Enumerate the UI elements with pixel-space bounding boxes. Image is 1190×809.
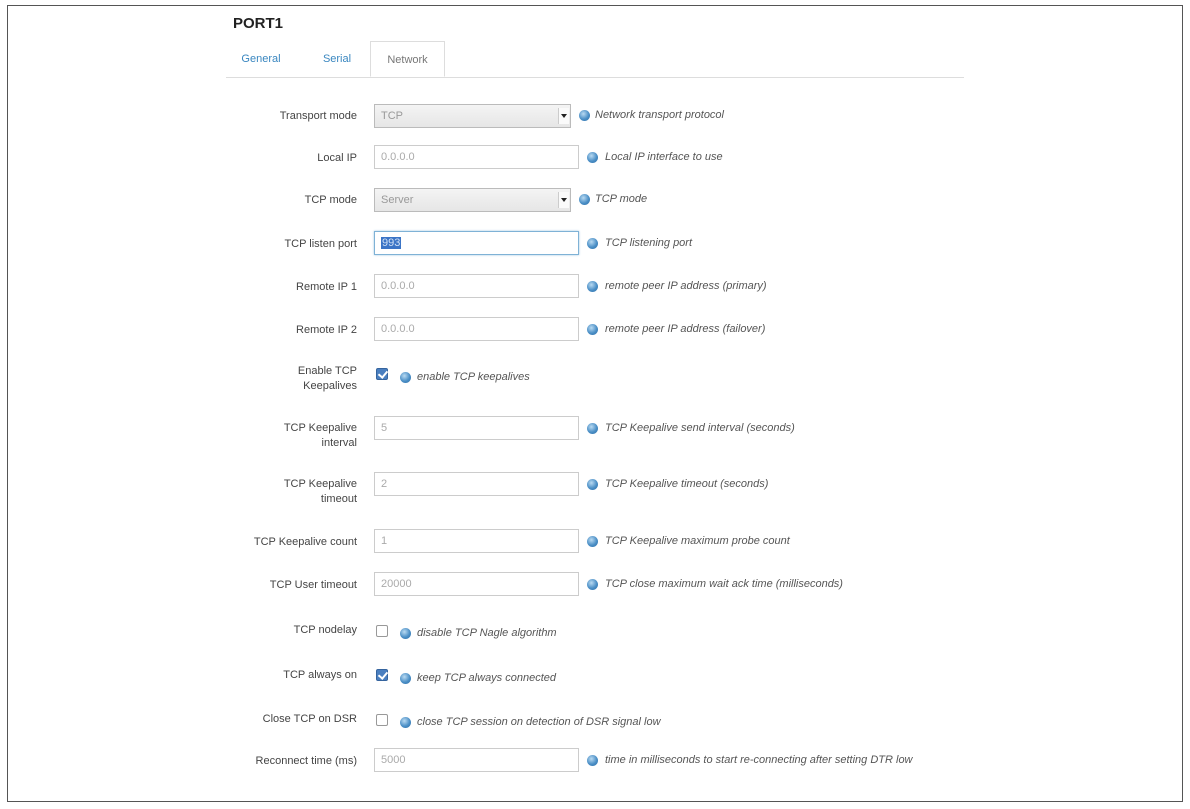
keepalive-count-label: TCP Keepalive count <box>253 536 357 548</box>
keepalive-interval-help: TCP Keepalive send interval (seconds) <box>605 422 795 434</box>
help-icon <box>400 717 411 728</box>
always-on-checkbox[interactable] <box>376 669 388 681</box>
keepalive-interval-label-line2: interval <box>321 437 357 449</box>
help-icon <box>400 673 411 684</box>
transport-mode-help: Network transport protocol <box>595 109 724 121</box>
enable-keepalives-label <box>217 364 357 394</box>
nodelay-checkbox[interactable] <box>376 625 388 637</box>
help-icon <box>400 372 411 383</box>
help-icon <box>587 281 598 292</box>
chevron-down-icon <box>558 192 569 208</box>
help-icon <box>579 110 590 121</box>
help-icon <box>587 324 598 335</box>
keepalive-timeout-label-line1: TCP Keepalive <box>283 478 357 490</box>
always-on-help: keep TCP always connected <box>417 672 556 684</box>
keepalive-count-help: TCP Keepalive maximum probe count <box>605 535 790 547</box>
page-title: PORT1 <box>233 15 284 32</box>
transport-mode-value: TCP <box>381 110 403 122</box>
reconnect-time-help: time in milliseconds to start re-connecting after setting DTR low <box>605 754 913 766</box>
tcp-mode-help: TCP mode <box>595 193 648 205</box>
help-icon <box>587 755 598 766</box>
help-icon <box>579 194 590 205</box>
enable-keepalives-label-line2: Keepalives <box>303 380 357 392</box>
keepalive-timeout-help: TCP Keepalive timeout (seconds) <box>605 478 769 490</box>
transport-mode-select[interactable] <box>374 104 571 128</box>
keepalive-interval-label-line1: TCP Keepalive <box>283 422 357 434</box>
local-ip-help: Local IP interface to use <box>605 151 723 163</box>
tcp-mode-value: Server <box>381 194 414 206</box>
remote-ip2-input[interactable]: 0.0.0.0 <box>374 317 579 341</box>
remote-ip2-label: Remote IP 2 <box>296 324 357 336</box>
user-timeout-help: TCP close maximum wait ack time (milliseconds) <box>605 578 843 590</box>
keepalive-timeout-input[interactable]: 2 <box>374 472 579 496</box>
nodelay-help: disable TCP Nagle algorithm <box>417 627 557 639</box>
remote-ip1-help: remote peer IP address (primary) <box>605 280 767 292</box>
keepalive-interval-label <box>217 421 357 451</box>
help-icon <box>587 423 598 434</box>
keepalive-timeout-label-line2: timeout <box>320 493 357 505</box>
help-icon <box>587 152 598 163</box>
transport-mode-label: Transport mode <box>279 110 357 122</box>
close-on-dsr-label: Close TCP on DSR <box>262 713 357 725</box>
tab-serial[interactable]: Serial <box>322 53 352 65</box>
reconnect-time-input[interactable]: 5000 <box>374 748 579 772</box>
chevron-down-icon <box>558 108 569 124</box>
enable-keepalives-label-line1: Enable TCP <box>297 365 357 377</box>
reconnect-time-label: Reconnect time (ms) <box>255 755 357 767</box>
close-on-dsr-checkbox[interactable] <box>376 714 388 726</box>
enable-keepalives-checkbox[interactable] <box>376 368 388 380</box>
keepalive-count-input[interactable]: 1 <box>374 529 579 553</box>
tab-general[interactable]: General <box>241 53 281 65</box>
enable-keepalives-help: enable TCP keepalives <box>417 371 530 383</box>
tab-network[interactable]: Network <box>370 41 445 77</box>
local-ip-label: Local IP <box>317 152 357 164</box>
tcp-mode-select[interactable] <box>374 188 571 212</box>
always-on-label: TCP always on <box>283 669 357 681</box>
local-ip-input[interactable]: 0.0.0.0 <box>374 145 579 169</box>
tcp-mode-label: TCP mode <box>304 194 357 206</box>
tcp-listen-port-input[interactable] <box>374 231 579 255</box>
keepalive-interval-input[interactable]: 5 <box>374 416 579 440</box>
help-icon <box>587 238 598 249</box>
remote-ip1-label: Remote IP 1 <box>296 281 357 293</box>
remote-ip1-input[interactable]: 0.0.0.0 <box>374 274 579 298</box>
tab-bar <box>226 41 964 78</box>
page-frame <box>7 5 1183 802</box>
keepalive-timeout-label <box>217 477 357 507</box>
help-icon <box>587 579 598 590</box>
remote-ip2-help: remote peer IP address (failover) <box>605 323 766 335</box>
tcp-listen-port-help: TCP listening port <box>605 237 693 249</box>
tcp-listen-port-label: TCP listen port <box>284 238 357 250</box>
help-icon <box>587 536 598 547</box>
user-timeout-input[interactable]: 20000 <box>374 572 579 596</box>
user-timeout-label: TCP User timeout <box>269 579 357 591</box>
close-on-dsr-help: close TCP session on detection of DSR signal low <box>417 716 661 728</box>
help-icon <box>587 479 598 490</box>
nodelay-label: TCP nodelay <box>293 624 357 636</box>
tcp-listen-port-value: 993 <box>382 237 401 249</box>
help-icon <box>400 628 411 639</box>
